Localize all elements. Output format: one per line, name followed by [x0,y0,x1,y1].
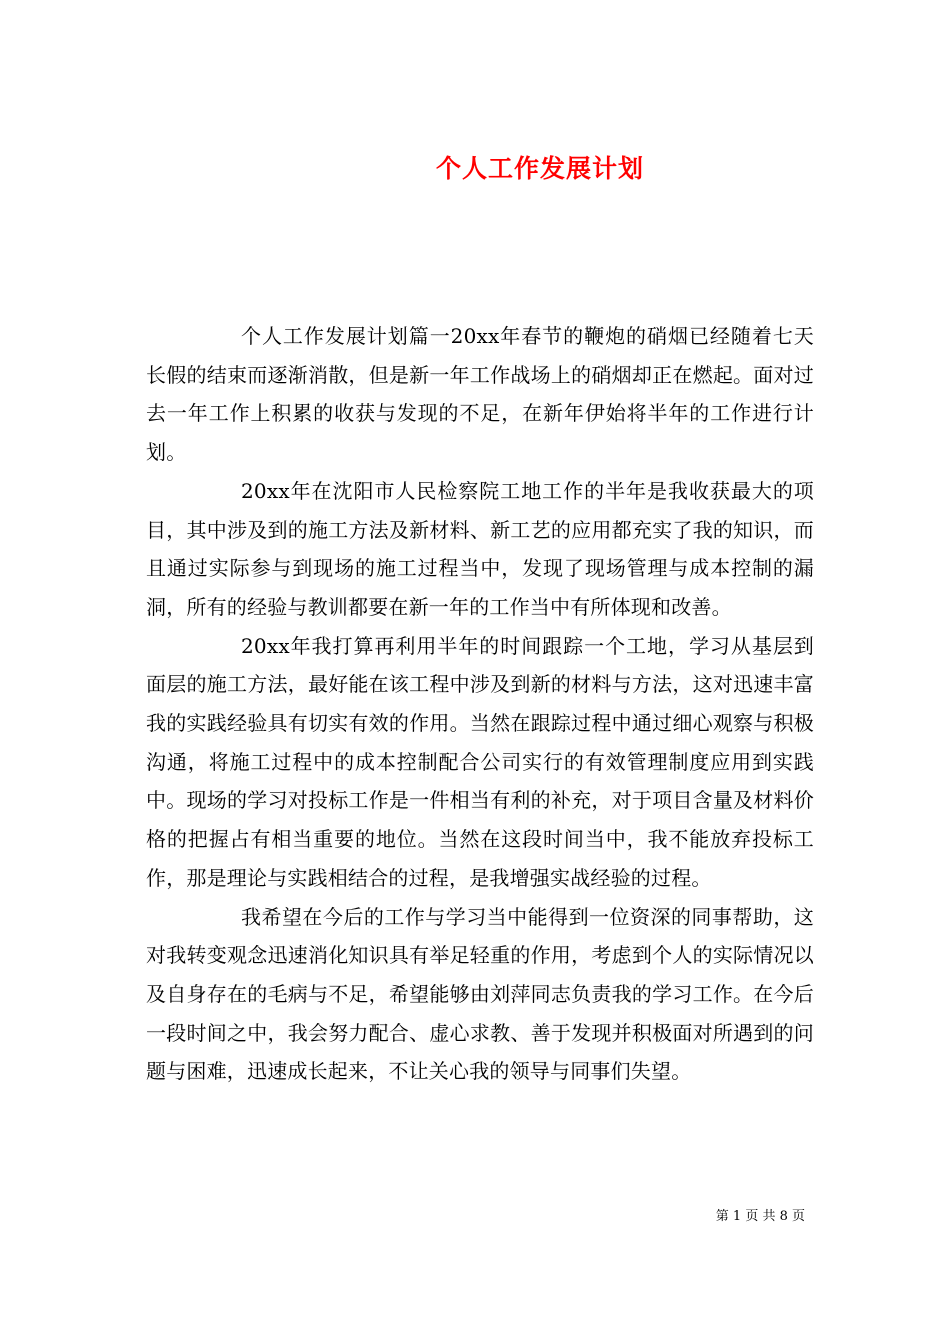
paragraph-4: 我希望在今后的工作与学习当中能得到一位资深的同事帮助，这对我转变观念迅速消化知识具有举足轻重的作用，考虑到个人的实际情况以及自身存在的毛病与不足，希望能够由刘萍同志负责我的学习工作。在今后一段时间之中，我会努力配合、虚心求教、善于发现并积极面对所遇到的问题与困难，迅速成长起来，不让关心我的领导与同事们失望。 [146,904,814,1084]
paragraph-3: 20xx年我打算再利用半年的时间跟踪一个工地，学习从基层到面层的施工方法，最好能在该工程中涉及到新的材料与方法，这对迅速丰富我的实践经验具有切实有效的作用。当然在跟踪过程中通过细心观察与积极沟通，将施工过程中的成本控制配合公司实行的有效管理制度应用到实践中。现场的学习对投标工作是一件相当有利的补充，对于项目含量及材料价格的把握占有相当重要的地位。当然在这段时间当中，我不能放弃投标工作，那是理论与实践相结合的过程，是我增强实战经验的过程。 [146,633,814,890]
page-title: 个人工作发展计划 [435,153,644,183]
paragraph-2: 20xx年在沈阳市人民检察院工地工作的半年是我收获最大的项目，其中涉及到的施工方法及新材料、新工艺的应用都充实了我的知识，而且通过实际参与到现场的施工过程当中，发现了现场管理与成本控制的漏洞，所有的经验与教训都要在新一年的工作当中有所体现和改善。 [146,478,814,619]
page-number-footer: 第 1 页 共 8 页 [715,1209,805,1224]
paragraph-1: 个人工作发展计划篇一20xx年春节的鞭炮的硝烟已经随着七天长假的结束而逐渐消散，但是新一年工作战场上的硝烟却正在燃起。面对过去一年工作上积累的收获与发现的不足，在新年伊始将半年的工作进行计划。 [146,324,814,465]
document-body [146,317,814,1091]
